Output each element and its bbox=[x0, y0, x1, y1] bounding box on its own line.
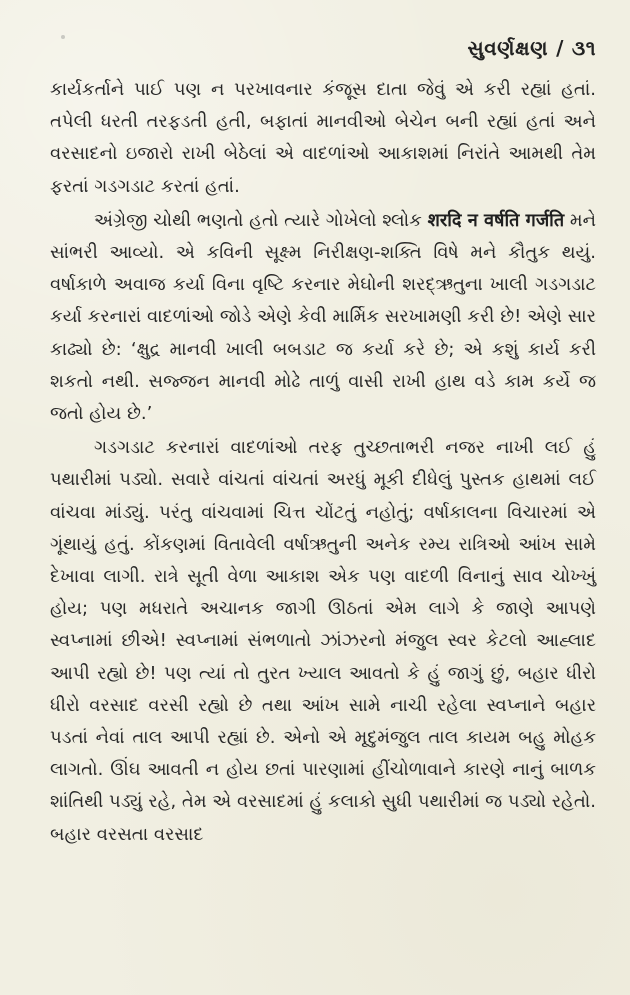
paragraph-3-text: ગડગડાટ કરનારાં વાદળાંઓ તરફ તુચ્છતાભરી નજર નાખી લઈ હું પથારીમાં પડ્યો. સવારે વાંચતાં વાંચતાં અરધું મૂકી દીધેલું પુસ્તક હાથમાં લઈ વાંચવા માંડ્યું. પરંતુ વાંચવામાં ચિત્ત ચોંટતું નહોતું; વર્ષાકાલના વિચારમાં એ ગૂંથાયું હતું. કોંકણમાં વિતાવેલી વર્ષાઋતુની અનેક રમ્ય રાત્રિઓ આંખ સામે દેખાવા લાગી. રાત્રે સૂતી વેળા આકાશ એક પણ વાદળી વિનાનું સાવ ચોખ્ખું હોય; પણ મધરાતે અચાનક જાગી ઊઠતાં એમ લાગે કે જાણે આપણે સ્વપ્નામાં છીએ! સ્વપ્નામાં સંભળાતો ઝાંઝરનો મંજુલ સ્વર કેટલો આહ્લાદ આપી રહ્યો છે! પણ ત્યાં તો તુરત ખ્યાલ આવતો કે હું જાગું છું, બહાર ધીરો ધીરો વરસાદ વરસી રહ્યો છે તથા આંખ સામે નાચી રહેલા સ્વપ્નાને બહાર પડતાં નેવાં તાલ આપી રહ્યાં છે. એનો એ મૃદુમંજુલ તાલ કાયમ બહુ મોહક લાગતો. ઊંઘ આવતી ન હોય છતાં પારણામાં હીંચોળાવાને કારણે નાનું બાળક શાંતિથી પડ્યું રહે, તેમ એ વરસાદમાં હું કલાકો સુધી પથારીમાં જ પડ્યો રહેતો. બહાર વરસતા વરસાદ bbox=[50, 437, 596, 845]
paragraph-1-text: કાર્યકર્તાને પાઈ પણ ન પરખાવનાર કંજૂસ દાતા જેવું એ કરી રહ્યાં હતાં. તપેલી ધરતી તરફડતી હતી, બફાતાં માનવીઓ બેચેન બની રહ્યાં હતાં અને વરસાદનો ઇજારો રાખી બેઠેલાં એ વાદળાંઓ આકાશમાં નિરાંતે આમથી તેમ ફરતાં ગડગડાટ કરતાં હતાં. bbox=[50, 79, 596, 197]
paragraph-3 bbox=[50, 432, 596, 851]
paragraph-2 bbox=[50, 205, 596, 430]
paragraph-1 bbox=[50, 74, 596, 203]
paragraph-2-intro: અંગ્રેજી ચોથી ભણતો હતો ત્યારે ગોખેલો શ્લોક bbox=[94, 209, 428, 231]
page-header bbox=[50, 36, 596, 60]
paragraph-2-body: મને સાંભરી આવ્યો. એ કવિની સૂક્ષ્મ નિરીક્ષણ-શક્તિ વિષે મને કૌતુક થયું. વર્ષાકાળે અવાજ કર્યા વિના વૃષ્ટિ કરનાર મેઘોની શરદ્ઋતુના ખાલી ગડગડાટ કર્યા કરનારાં વાદળાંઓ જોડે એણે કેવી માર્મિક સરખામણી કરી છે! એણે સાર કાઢ્યો છે: ‘ક્ષુદ્ર માનવી ખાલી બબડાટ જ કર્યા કરે છે; એ કશું કાર્ય કરી શકતો નથી. સજ્જન માનવી મોઢે તાળું વાસી રાખી હાથ વડે કામ કર્યે જ જતો હોય છે.’ bbox=[50, 209, 596, 425]
header-separator: / bbox=[556, 36, 564, 60]
paper-speck bbox=[61, 35, 65, 39]
running-head: સુવર્ણક્ષણ bbox=[467, 36, 549, 60]
page-number: ૩૧ bbox=[571, 36, 596, 60]
sanskrit-quote: शरदि न वर्षति गर्जति bbox=[427, 209, 565, 231]
